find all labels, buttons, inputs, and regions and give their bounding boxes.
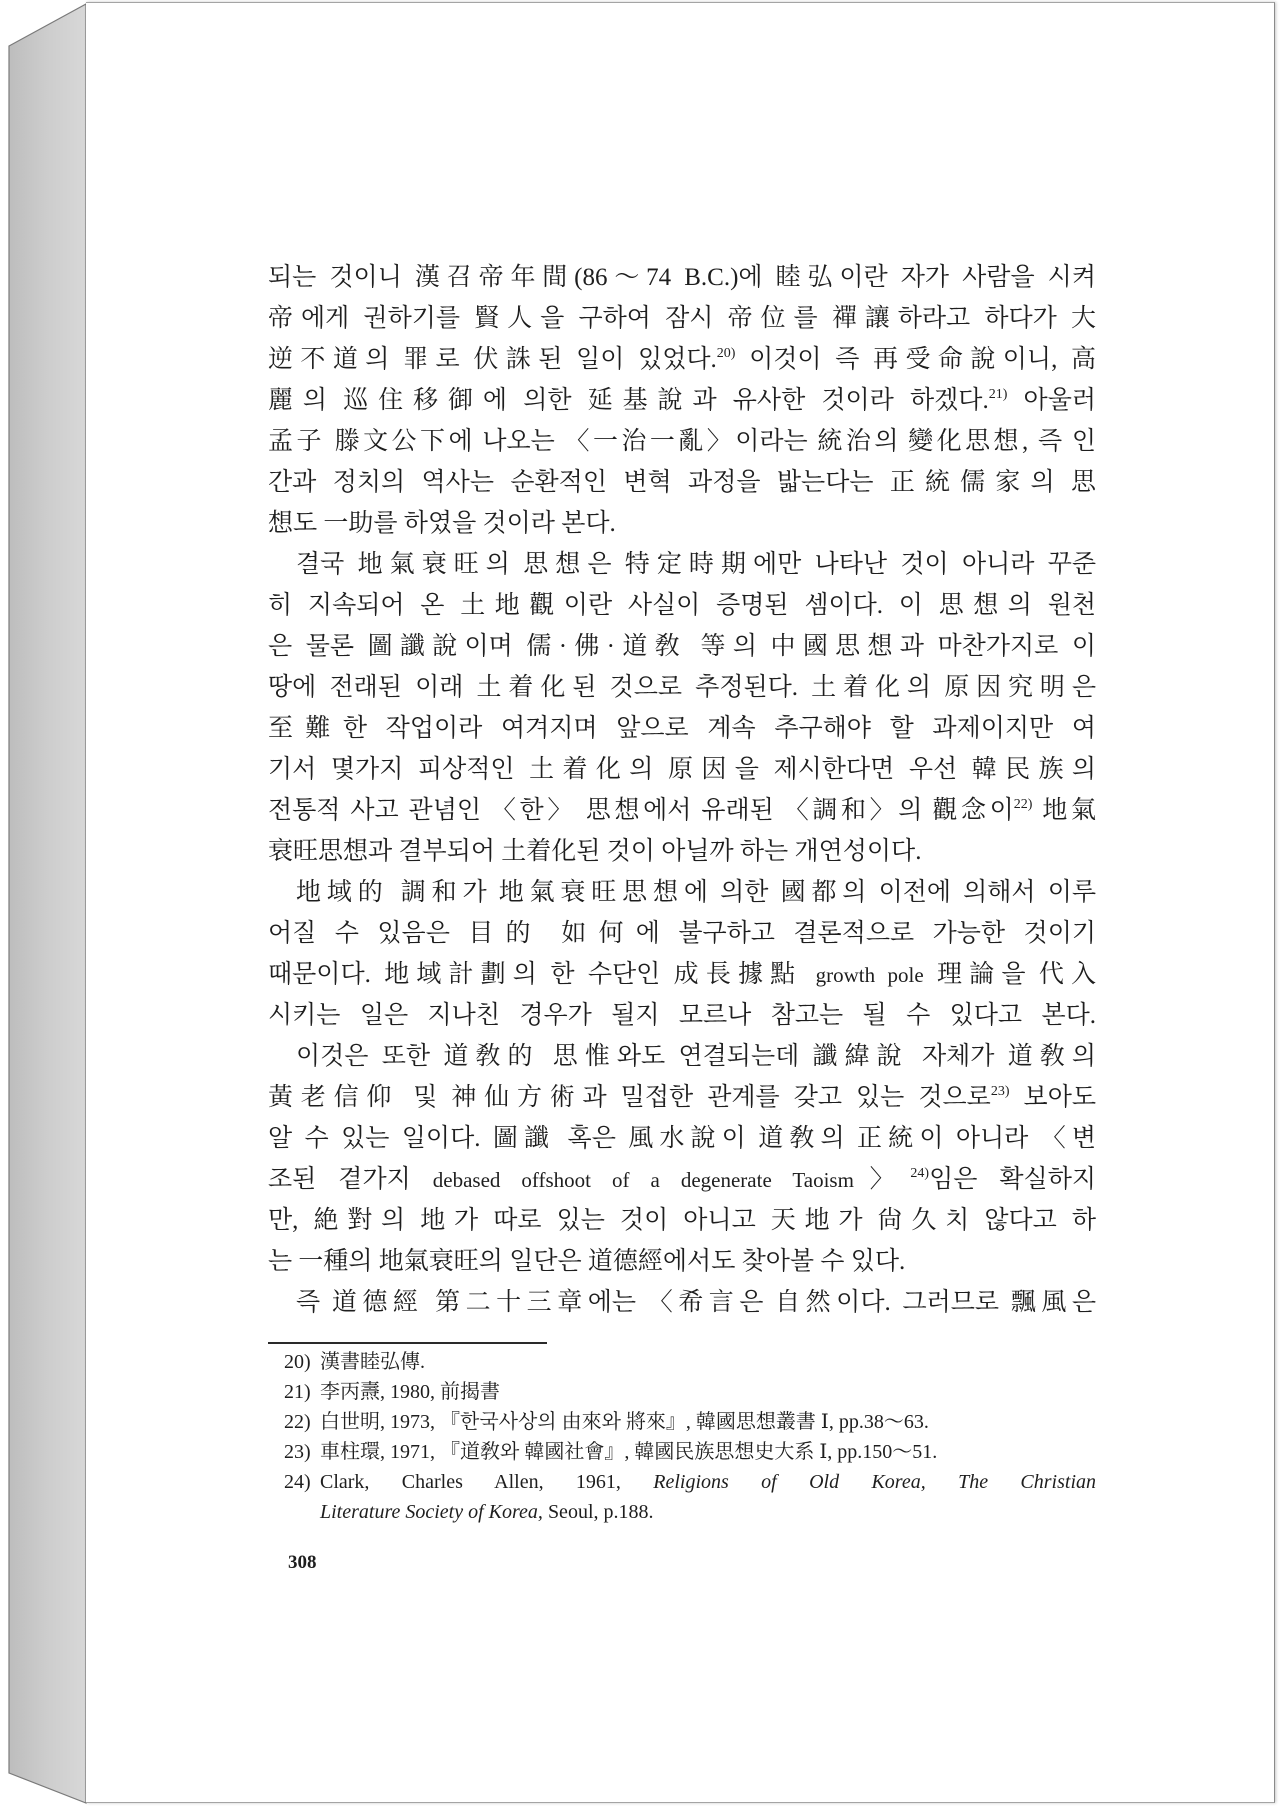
body-line <box>268 708 1096 749</box>
line-text: 이것은 또한 道敎的 思惟와도 연결되는데 讖緯說 자체가 道敎의 <box>296 1043 1096 1070</box>
footnote <box>268 1467 1096 1497</box>
line-text: 想도 一助를 하였을 것이라 본다. <box>268 510 616 537</box>
body-line <box>268 1036 1096 1077</box>
line-text: 땅에 전래된 이래 土着化된 것으로 추정된다. 土着化의 原因究明은 <box>268 674 1096 701</box>
footnote-number: 23) <box>284 1441 311 1463</box>
body-line <box>268 790 1096 831</box>
footnote-text: 漢書睦弘傳. <box>320 1351 425 1373</box>
footnotes <box>268 1347 1096 1527</box>
footnote-text: 白世明, 1973, 『한국사상의 由來와 將來』, 韓國思想叢書 Ⅰ, pp.38～63. <box>320 1411 929 1433</box>
body-line <box>268 1241 1096 1282</box>
line-text: 地域的 調和가 地氣衰旺思想에 의한 國都의 이전에 의해서 이루 <box>296 879 1096 906</box>
line-text: 기서 몇가지 피상적인 土着化의 原因을 제시한다면 우선 韓民族의 <box>268 756 1096 783</box>
footnote-text: 李丙燾, 1980, 前揭書 <box>320 1381 500 1403</box>
footnote-title: Religions of Old Korea, The Christian <box>653 1471 1096 1493</box>
footnote-author: Clark, Charles Allen, 1961, <box>320 1471 654 1493</box>
footnote <box>268 1377 1096 1407</box>
line-text: 麗의 巡住移御에 의한 延基說과 유사한 것이라 하겠다. <box>268 387 989 414</box>
body-line <box>268 1282 1096 1323</box>
footnote-number: 20) <box>284 1351 311 1373</box>
footnote-place: Seoul, p.188. <box>542 1501 654 1523</box>
body-line <box>268 954 1096 995</box>
line-text: 보아도 <box>1009 1084 1096 1111</box>
line-text: 알 수 있는 일이다. 圖讖 혹은 風水說이 道敎의 正統이 아니라 〈변 <box>268 1125 1096 1152</box>
line-text: 帝에게 권하기를 賢人을 구하여 잠시 帝位를 禪讓하라고 하다가 大 <box>268 305 1096 332</box>
body-line <box>268 1159 1096 1200</box>
page-number: 308 <box>288 1552 317 1573</box>
line-text: 衰旺思想과 결부되어 土着化된 것이 아닐까 하는 개연성이다. <box>268 838 922 865</box>
latin-term: debased offshoot of a degenerate Taoism <box>432 1168 854 1192</box>
book-spine <box>0 0 92 1806</box>
body-line <box>268 421 1096 462</box>
line-text: 전통적 사고 관념인 〈한〉 思想에서 유래된 〈調和〉의 觀念이 <box>268 797 1014 824</box>
body-line <box>268 462 1096 503</box>
body-line <box>268 380 1096 421</box>
line-text: 黃老信仰 및 神仙方術과 밀접한 관계를 갖고 있는 것으로 <box>268 1084 991 1111</box>
footnote-ref: 22) <box>1013 797 1033 812</box>
line-text: 理論을 代入 <box>923 961 1096 988</box>
body-line <box>268 749 1096 790</box>
line-text: 地氣 <box>1032 797 1096 824</box>
footnote <box>268 1437 1096 1467</box>
line-text: 이것이 즉 再受命說이니, 高 <box>735 346 1096 373</box>
line-text: 만, 絶對의 地가 따로 있는 것이 아니고 天地가 尙久치 않다고 하 <box>268 1207 1096 1234</box>
line-text: 결국 地氣衰旺의 思想은 特定時期에만 나타난 것이 아니라 꾸준 <box>296 551 1096 578</box>
latin-term: growth pole <box>815 963 924 987</box>
body-line <box>268 872 1096 913</box>
body-line <box>268 257 1096 298</box>
line-text: 逆不道의 罪로 伏誅된 일이 있었다. <box>268 346 717 373</box>
line-text: 즉 道德經 第二十三章에는 〈希言은 自然이다. 그러므로 飄風은 <box>296 1289 1096 1316</box>
body-line <box>268 913 1096 954</box>
body-line <box>268 626 1096 667</box>
footnote-number: 22) <box>284 1411 311 1433</box>
footnote-ref: 20) <box>716 346 736 361</box>
footnote-continuation <box>268 1497 1096 1527</box>
footnote-ref: 23) <box>990 1084 1010 1099</box>
line-text: 는 一種의 地氣衰旺의 일단은 道德經에서도 찾아볼 수 있다. <box>268 1248 906 1275</box>
line-text: 은 물론 圖讖說이며 儒·佛·道敎 等의 中國思想과 마찬가지로 이 <box>268 633 1096 660</box>
body-line <box>268 1200 1096 1241</box>
footnote-ref: 21) <box>988 387 1008 402</box>
line-text: 至難한 작업이라 여겨지며 앞으로 계속 추구해야 할 과제이지만 여 <box>268 715 1096 742</box>
body-line <box>268 1118 1096 1159</box>
footnote-number: 24) <box>284 1471 311 1493</box>
footnote-title: Literature Society of Korea, <box>320 1501 543 1523</box>
body-text <box>268 257 1096 1323</box>
body-line <box>268 995 1096 1036</box>
body-line <box>268 667 1096 708</box>
footnote <box>268 1347 1096 1377</box>
line-text: 시키는 일은 지나친 경우가 될지 모르나 참고는 될 수 있다고 본다. <box>268 1002 1096 1029</box>
footnote-text: 車柱環, 1971, 『道敎와 韓國社會』, 韓國民族思想史大系 Ⅰ, pp.150～51. <box>320 1441 938 1463</box>
footnote-divider <box>268 1342 547 1344</box>
line-text: 孟子 滕文公下에 나오는 〈一治一亂〉이라는 統治의 變化思想, 즉 인 <box>268 428 1096 455</box>
footnote <box>268 1407 1096 1437</box>
line-text: 임은 확실하지 <box>929 1166 1096 1193</box>
body-line <box>268 339 1096 380</box>
body-line <box>268 298 1096 339</box>
footnote-number: 21) <box>284 1381 311 1403</box>
line-text: 때문이다. 地域計劃의 한 수단인 成長據點 <box>268 961 816 988</box>
line-text: 되는 것이니 漢召帝年間(86～74 B.C.)에 睦弘이란 자가 사람을 시켜 <box>268 264 1096 291</box>
body-line <box>268 1077 1096 1118</box>
line-text: 〉 <box>853 1166 911 1193</box>
line-text: 아울러 <box>1007 387 1096 414</box>
body-line <box>268 831 1096 872</box>
line-text: 조된 곁가지 <box>268 1166 433 1193</box>
body-line <box>268 544 1096 585</box>
body-line <box>268 585 1096 626</box>
body-line <box>268 503 1096 544</box>
footnote-ref: 24) <box>910 1166 930 1181</box>
line-text: 히 지속되어 온 土地觀이란 사실이 증명된 셈이다. 이 思想의 원천 <box>268 592 1096 619</box>
line-text: 간과 정치의 역사는 순환적인 변혁 과정을 밟는다는 正統儒家의 思 <box>268 469 1096 496</box>
line-text: 어질 수 있음은 目的 如何에 불구하고 결론적으로 가능한 것이기 <box>268 920 1096 947</box>
